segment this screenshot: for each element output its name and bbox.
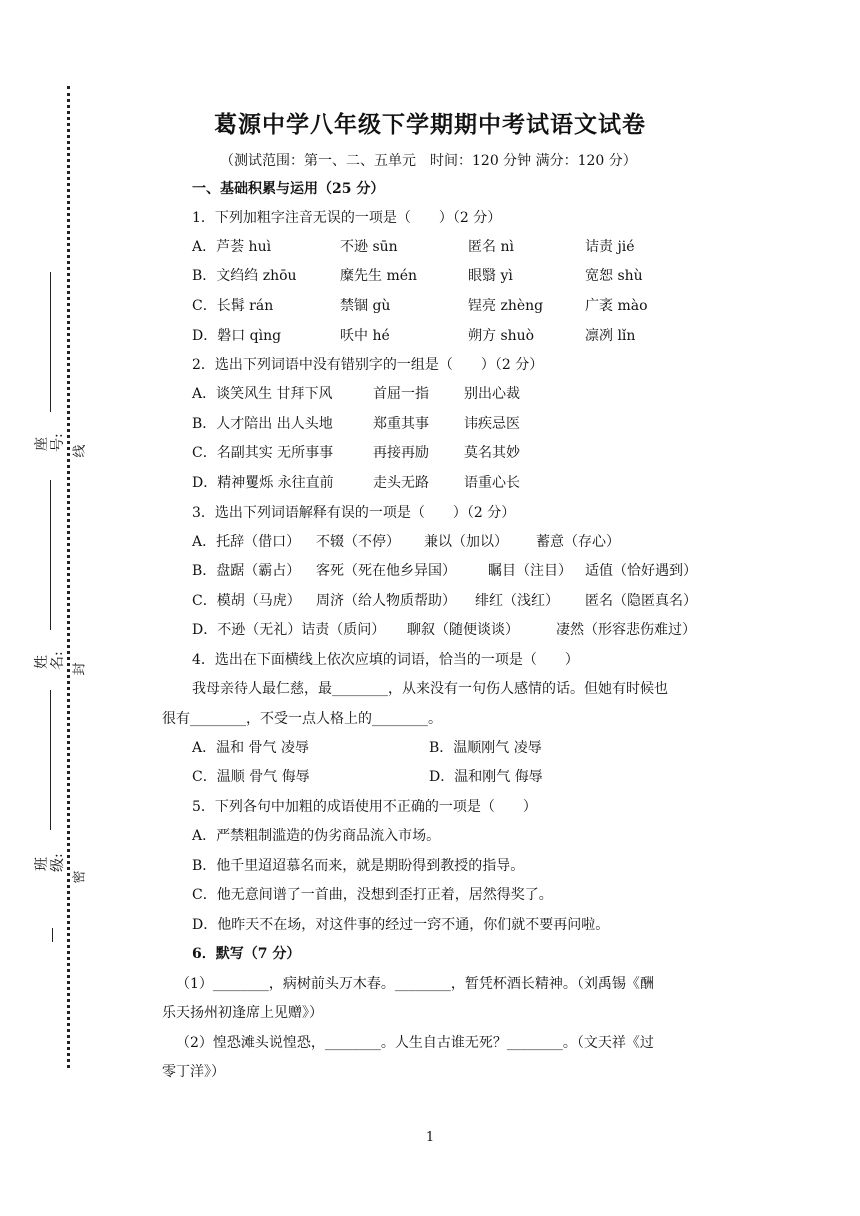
q1-c4: 广袤 mào [585, 298, 648, 314]
q2-c2: 再接再励 [373, 445, 429, 461]
q3-a3: 兼以（加以） [424, 534, 508, 550]
q3-d2: 聊叙（随便谈谈） [407, 622, 519, 638]
q4-option-c: C．温顺 骨气 侮辱 [192, 769, 310, 785]
q3-a4: 蓄意（存心） [536, 534, 620, 550]
q5-option-b: B．他千里迢迢慕名而来，就是期盼得到教授的指导。 [192, 858, 525, 874]
q2-a3: 别出心裁 [464, 386, 520, 402]
exam-subtitle: （测试范围：第一、二、五单元 时间：120 分钟 满分：120 分） [220, 153, 637, 169]
q2-a1: A．谈笑风生 甘拜下风 [192, 386, 333, 402]
q1-d4: 凛冽 lǐn [585, 328, 636, 344]
q6-item2-line2: 零丁洋》） [162, 1064, 225, 1080]
q2-c1: C．名副其实 无所事事 [192, 445, 334, 461]
q4-stem: 4．选出在下面横线上依次应填的词语，恰当的一项是（ ） [192, 652, 579, 668]
q4-option-d: D．温和刚气 侮辱 [429, 769, 543, 785]
q3-c4: 匿名（隐匿真名） [585, 593, 697, 609]
q1-c2: 禁锢 gù [340, 298, 391, 314]
q4-paragraph-line2: 很有________，不受一点人格上的________。 [162, 711, 442, 727]
q2-d2: 走头无路 [373, 475, 429, 491]
q4-paragraph-line1: 我母亲待人最仁慈，最________，从来没有一句伤人感情的话。但她有时候也 [192, 681, 668, 697]
q2-stem: 2．选出下列词语中没有错别字的一组是（ ）（2 分） [192, 357, 544, 373]
q2-c3: 莫名其妙 [464, 445, 520, 461]
seat-label: 座号: [34, 433, 66, 452]
q1-d3: 朔方 shuò [468, 328, 535, 344]
q3-d1: D．不逊（无礼）诘责（质问） [192, 622, 386, 638]
q2-b1: B．人才陪出 出人头地 [192, 416, 333, 432]
q3-c2: 周济（给人物质帮助） [316, 593, 456, 609]
q2-a2: 首屈一指 [373, 386, 429, 402]
q5-option-d: D．他昨天不在场，对这件事的经过一窍不通，你们就不要再问啦。 [192, 917, 610, 933]
cut-mark-secret: 密 [72, 870, 88, 884]
q4-option-b: B．温顺刚气 凌辱 [429, 740, 542, 756]
q2-b2: 郑重其事 [373, 416, 429, 432]
q3-stem: 3．选出下列词语解释有误的一项是（ ）（2 分） [192, 505, 516, 521]
q5-option-a: A．严禁粗制滥造的伪劣商品流入市场。 [192, 828, 441, 844]
q2-d1: D．精神矍烁 永往直前 [192, 475, 334, 491]
q1-d2: 㕭中 hé [340, 328, 390, 344]
q3-b3: 瞩目（注目） [488, 563, 572, 579]
q4-option-a: A．温和 骨气 凌辱 [192, 740, 310, 756]
q3-a2: 不辍（不停） [316, 534, 400, 550]
q3-d3: 凄然（形容悲伤难过） [556, 622, 696, 638]
q6-item1-line1: （1）________，病树前头万木春。________，暂凭杯酒长精神。（刘禹锡《酬 [176, 976, 654, 992]
q3-b1: B．盘踞（霸占） [192, 563, 301, 579]
class-underline [50, 690, 51, 830]
q6-item2-line1: （2）惶恐滩头说惶恐，________。人生自古谁无死？________。（文天祥《过 [176, 1035, 654, 1051]
q1-c1: C．长髯 rán [192, 298, 274, 314]
q1-c3: 锃亮 zhèng [468, 298, 544, 314]
q3-b2: 客死（死在他乡异国） [316, 563, 456, 579]
class-label: 班级: [34, 853, 66, 872]
q1-a4: 诘责 jié [585, 239, 635, 255]
q2-d3: 语重心长 [464, 475, 520, 491]
q3-b4: 适值（恰好遇到） [585, 563, 697, 579]
q1-b2: 糜先生 mén [340, 268, 418, 284]
q6-stem: 6．默写（7 分） [192, 946, 301, 962]
q6-item1-line2: 乐天扬州初逢席上见赠》） [162, 1005, 323, 1021]
seat-underline [50, 272, 51, 412]
q1-stem: 1．下列加粗字注音无误的一项是（ ）（2 分） [192, 210, 502, 226]
q5-option-c: C．他无意间谱了一首曲，没想到歪打正着，居然得奖了。 [192, 887, 553, 903]
class-tick [52, 928, 53, 942]
cut-mark-seal: 封 [72, 662, 88, 676]
q1-b4: 宽恕 shù [585, 268, 643, 284]
q1-b3: 眼翳 yì [468, 268, 513, 284]
q3-a1: A．托辞（借口） [192, 534, 301, 550]
q1-b1: B．文绉绉 zhōu [192, 268, 297, 284]
q5-stem: 5．下列各句中加粗的成语使用不正确的一项是（ ） [192, 799, 537, 815]
q1-d1: D．磐口 qìng [192, 328, 282, 344]
name-underline [50, 480, 51, 630]
q3-c1: C．模胡（马虎） [192, 593, 301, 609]
section-heading: 一、基础积累与运用（25 分） [192, 181, 385, 197]
q1-a2: 不逊 sūn [340, 239, 398, 255]
q2-b3: 讳疾忌医 [464, 416, 520, 432]
name-label: 姓名: [34, 651, 66, 670]
exam-title: 葛源中学八年级下学期期中考试语文试卷 [214, 111, 646, 138]
q1-a1: A．芦荟 huì [192, 239, 272, 255]
page-number: 1 [425, 1130, 435, 1145]
q3-c3: 绯红（浅红） [475, 593, 559, 609]
q1-a3: 匿名 nì [468, 239, 514, 255]
cut-mark-line: 线 [72, 444, 88, 458]
binding-dotted-line [67, 86, 70, 1068]
